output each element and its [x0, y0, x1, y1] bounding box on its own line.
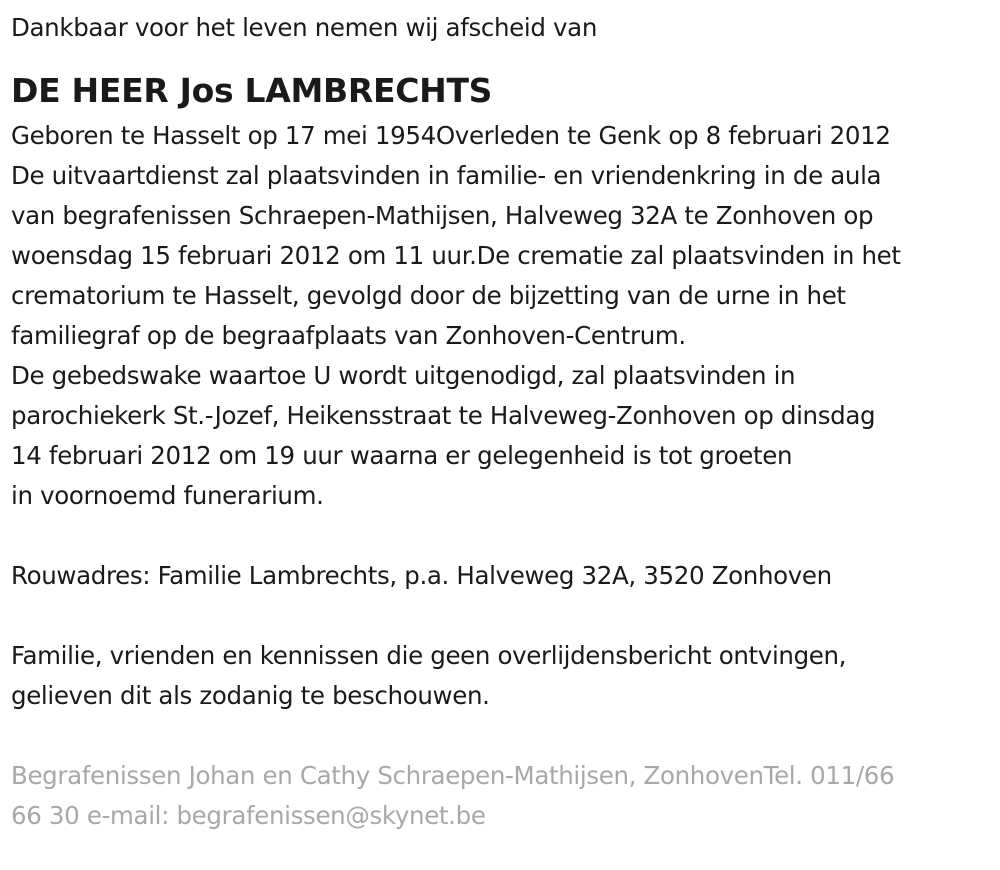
body-line: De gebedswake waartoe U wordt uitgenodigd, zal plaatsvinden in	[11, 361, 796, 390]
body-line: woensdag 15 februari 2012 om 11 uur.De crematie zal plaatsvinden in het	[11, 241, 901, 270]
spacer	[11, 596, 991, 636]
closing-note	[11, 636, 991, 716]
body-line: crematorium te Hasselt, gevolgd door de bijzetting van de urne in het	[11, 281, 846, 310]
body-line: familiegraf op de begraafplaats van Zonhoven-Centrum.	[11, 321, 686, 350]
closing-line: Familie, vrienden en kennissen die geen overlijdensbericht ontvingen,	[11, 641, 847, 670]
mourning-address: Rouwadres: Familie Lambrechts, p.a. Halveweg 32A, 3520 Zonhoven	[11, 561, 832, 590]
footer-line: Begrafenissen Johan en Cathy Schraepen-Mathijsen, ZonhovenTel. 011/66	[11, 761, 895, 790]
footer-line: 66 30 e-mail: begrafenissen@skynet.be	[11, 801, 486, 830]
deceased-name: DE HEER Jos LAMBRECHTS	[11, 71, 493, 110]
body-line: 14 februari 2012 om 19 uur waarna er gelegenheid is tot groeten	[11, 441, 793, 470]
spacer	[11, 516, 991, 556]
closing-line: gelieven dit als zodanig te beschouwen.	[11, 681, 490, 710]
body-line: in voornoemd funerarium.	[11, 481, 324, 510]
notice-body	[11, 116, 991, 516]
intro-text: Dankbaar voor het leven nemen wij afscheid van	[11, 13, 597, 42]
funeral-home-footer	[11, 756, 991, 836]
spacer	[11, 716, 991, 756]
body-line: De uitvaartdienst zal plaatsvinden in familie- en vriendenkring in de aula	[11, 161, 882, 190]
obituary-notice	[11, 8, 991, 836]
body-line: van begrafenissen Schraepen-Mathijsen, Halveweg 32A te Zonhoven op	[11, 201, 874, 230]
body-line: Geboren te Hasselt op 17 mei 1954Overleden te Genk op 8 februari 2012	[11, 121, 891, 150]
body-line: parochiekerk St.-Jozef, Heikensstraat te Halveweg-Zonhoven op dinsdag	[11, 401, 876, 430]
